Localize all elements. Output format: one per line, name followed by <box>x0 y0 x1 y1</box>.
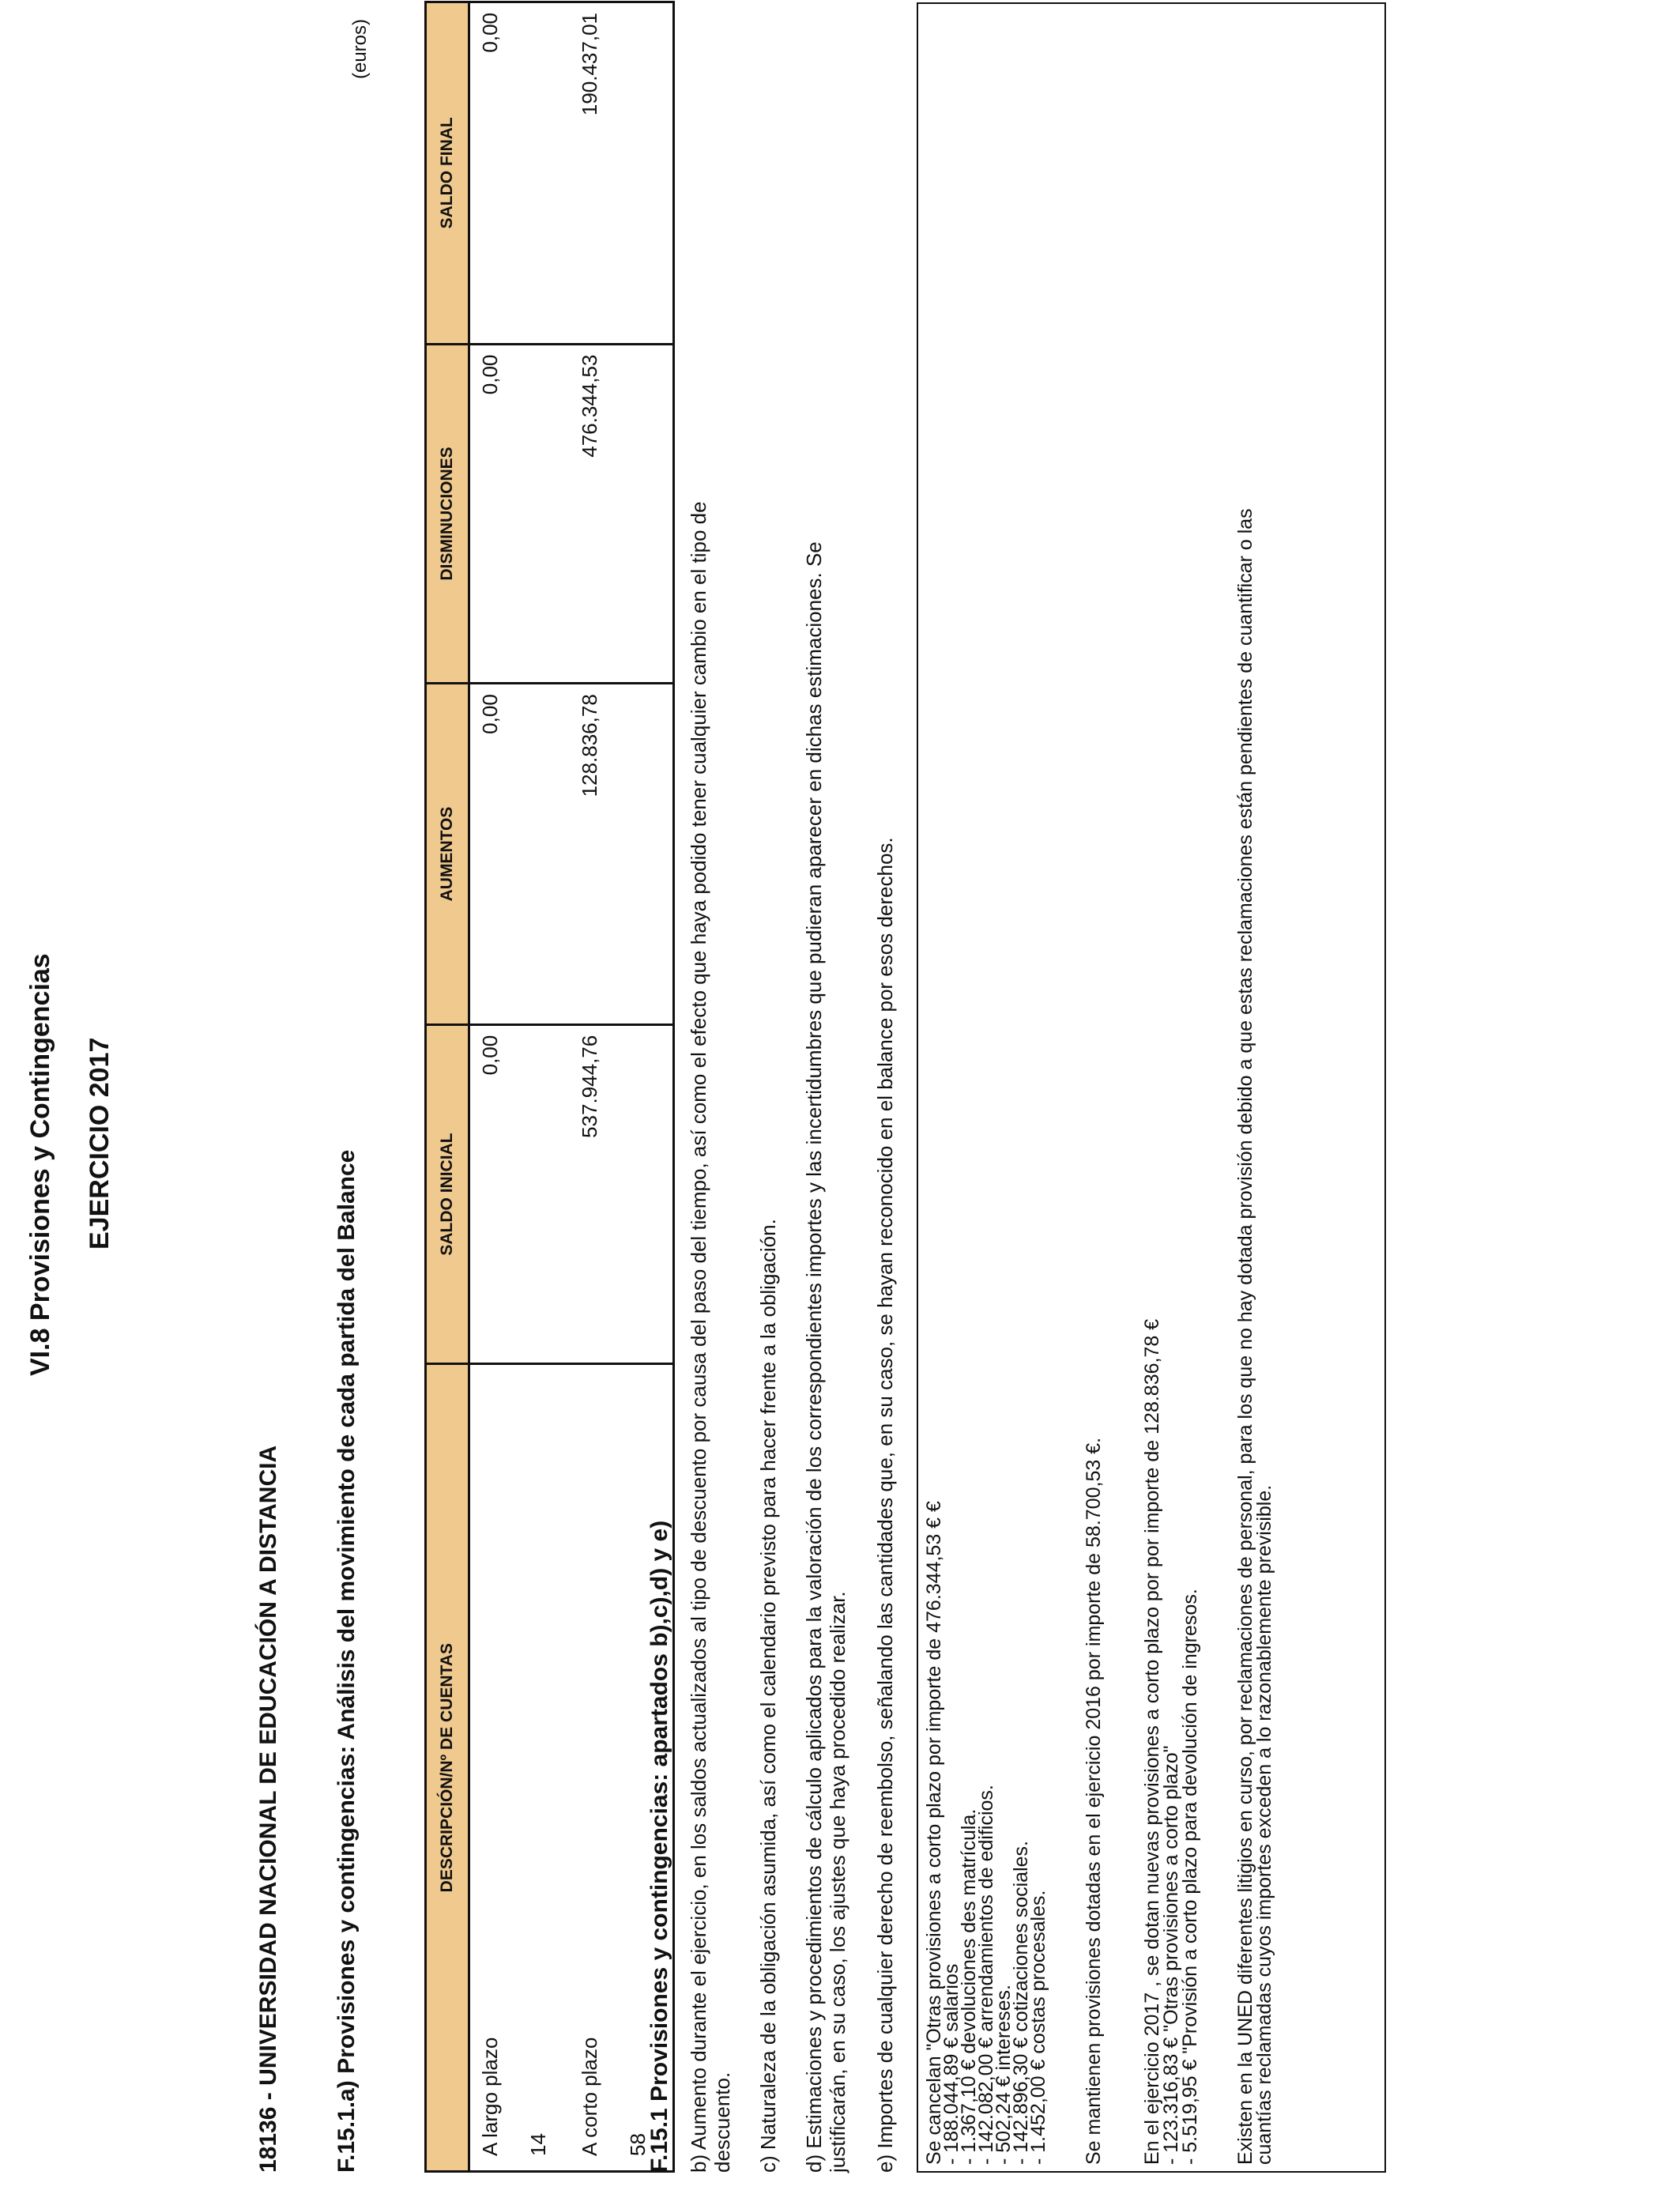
cell-aumentos: 128.836,78 <box>567 684 674 1025</box>
section-a-title: F.15.1.a) Provisiones y contingencias: Análisis del movimiento de cada partida del Balance <box>333 1149 360 2173</box>
page-title: VI.8 Provisiones y Contingencias <box>25 953 55 1376</box>
cancel-item: - 1.367,10 € devoluciones des matrícula. <box>958 1808 980 2165</box>
cell-disminuciones: 476.344,53 <box>567 344 674 684</box>
entity-name: 18136 - UNIVERSIDAD NACIONAL DE EDUCACIÓN A DISTANCIA <box>255 1445 281 2173</box>
col-header-aumentos: AUMENTOS <box>426 684 469 1025</box>
cell-saldo-final: 0,00 <box>469 2 567 345</box>
paragraph-d-line1: d) Estimaciones y procedimientos de cálculo aplicados para la valoración de los correspondientes importes y las incertidumbres que pudieran aparecer en dichas estimaciones. Se <box>802 541 826 2173</box>
table-row <box>469 2 567 2172</box>
row-description <box>469 1364 567 2172</box>
row-account: 14 <box>526 2133 550 2156</box>
maintain-note: Se mantienen provisiones dotadas en el ejercicio 2016 por importe de 58.700,53 €. <box>1083 1437 1105 2165</box>
cancel-item: - 142.082,00 € arrendamientos de edificios. <box>975 1785 997 2165</box>
row-label: A corto plazo <box>578 2037 601 2156</box>
col-header-disminuciones: DISMINUCIONES <box>426 344 469 684</box>
cell-saldo-inicial: 537.944,76 <box>567 1024 674 1364</box>
page-subtitle: EJERCICIO 2017 <box>85 1037 115 1250</box>
paragraph-b-line2: descuento. <box>710 2071 734 2173</box>
col-header-saldo-inicial: SALDO INICIAL <box>426 1024 469 1364</box>
cell-aumentos: 0,00 <box>469 684 567 1025</box>
new-provisions-intro: En el ejercicio 2017 , se dotan nuevas provisiones a corto plazo por por importe de 128.836,78 € <box>1141 1318 1163 2165</box>
cancel-item: - 1.452,00 € costas procesales. <box>1027 1890 1049 2165</box>
cancel-item: - 142.896,30 € cotizaciones sociales. <box>1010 1841 1032 2165</box>
paragraph-e: e) Importes de cualquier derecho de reembolso, señalando las cantidades que, en su caso, se hayan reconocido en el balance por esos derechos. <box>873 837 897 2173</box>
unit-label: (euros) <box>349 18 371 79</box>
litigation-note-line2: cuantías reclamadas cuyos importes exceden a lo razonablemente previsible. <box>1253 1484 1275 2165</box>
litigation-note-line1: Existen en la UNED diferentes litigios en curso, por reclamaciones de personal, para los que no hay dotada provisión debido a que estas reclamaciones están pendientes de cuantificar o las <box>1234 508 1256 2165</box>
new-provisions-item: - 5.519,95 € "Provisión a corto plazo para devolución de ingresos. <box>1179 1589 1201 2165</box>
col-header-description: DESCRIPCIÓN/Nº DE CUENTAS <box>426 1364 469 2172</box>
row-account: 58 <box>626 2133 650 2156</box>
cell-disminuciones: 0,00 <box>469 344 567 684</box>
cancel-item: - 188.044,89 € salarios <box>940 1963 962 2165</box>
paragraph-c: c) Naturaleza de la obligación asumida, así como el calendario previsto para hacer frente a la obligación. <box>756 1219 780 2173</box>
cancel-intro: Se cancelan "Otras provisiones a corto plazo por importe de 476.344,53 € € <box>923 1501 945 2165</box>
section-b-title: F.15.1 Provisiones y contingencias: apartados b),c),d) y e) <box>646 1520 672 2173</box>
paragraph-d-line2: justificarán, en su caso, los ajustes que haya procedido realizar. <box>826 1591 849 2173</box>
notes-box <box>917 2 1386 2173</box>
movement-table <box>424 1 675 2173</box>
cell-saldo-inicial: 0,00 <box>469 1024 567 1364</box>
cell-saldo-final: 190.437,01 <box>567 2 674 345</box>
cancel-item: - 502,24 € intereses. <box>993 1985 1015 2165</box>
row-label: A largo plazo <box>478 2037 502 2156</box>
paragraph-b-line1: b) Aumento durante el ejercicio, en los saldos actualizados al tipo de descuento por causa del paso del tiempo, así como el efecto que haya podido tener cualquier cambio en el tipo de <box>687 501 710 2173</box>
col-header-saldo-final: SALDO FINAL <box>426 2 469 345</box>
new-provisions-item: - 123.316,83 € "Otras provisiones a corto plazo" <box>1160 1745 1182 2165</box>
